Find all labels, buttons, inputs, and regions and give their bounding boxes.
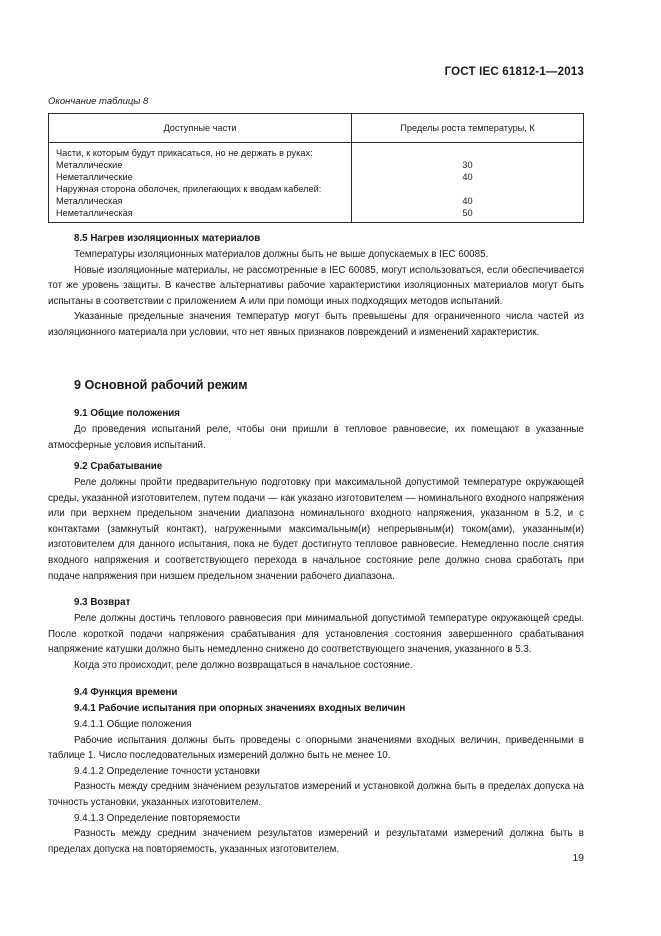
table-cell: Металлические [56,160,123,170]
table-cell: 40 [462,172,473,182]
table-cell: 50 [462,208,473,218]
section-heading: 9.4 Функция времени [74,687,178,698]
paragraph: Реле должны пройти предварительную подготовку при максимальной допустимой температуре окружающей среды, указанной изготовителем, путем подачи — как указано изготовителем — номинального входного напряжения или при верхнем предельном значении диапазона номинального входного напряжения, указанном в 5.2, и с контактами (замкнутый контакт), нагруженными максимальным(и) непрерывным(и) током(ами), указанным(и) изготовителем для данного испытания, пока не будет достигнуто тепловое равновесие. Немедленно после снятия входного напряжения и соответствующего перехода в начальное состояние реле должно снова сработать при подаче напряжения при низшем предельном значении рабочего диапазона. [48,477,584,582]
section-heading: 9.3 Возврат [74,597,131,608]
table-cell [352,183,583,195]
paragraph: Разность между средним значением результатов измерений и результатами измерений должна быть в пределах допуска на повторяемость, указанных изготовителем. [48,828,584,855]
clause-heading: 9.4.1.1 Общие положения [74,719,192,730]
table-cell: Металлическая [56,196,123,206]
section-9-2 [48,459,584,584]
section-9-1 [48,406,584,453]
table-caption: Окончание таблицы 8 [48,96,149,107]
section-heading: 9.1 Общие положения [74,408,181,419]
section-8-5 [48,231,584,341]
clause-heading: 9.4.1.2 Определение точности установки [74,765,260,777]
paragraph: До проведения испытаний реле, чтобы они пришли в тепловое равновесие, их помещают в указанные атмосферные условия испытаний. [48,424,584,451]
table-header-row [49,114,584,143]
table-header-temperature-limits: Пределы роста температуры, К [352,114,584,143]
table-cell [352,147,583,159]
section-heading: 8.5 Нагрев изоляционных материалов [74,233,261,244]
table-body-row [49,143,584,223]
table-header-accessible-parts: Доступные части [49,114,352,143]
table-8 [48,113,584,223]
paragraph: Реле должны достичь теплового равновесия при минимальной допустимой температуре окружающей среды. После короткой подачи напряжения срабатывания для установления состояния завершенного срабатывания напряжение катушки должно быть немедленно снижено до соответствующего значения, указанного в 5.3. [48,613,584,656]
table-cell: 40 [462,196,473,206]
table-cell: Части, к которым будут прикасаться, но не держать в руках: [56,148,313,158]
section-heading: 9.2 Срабатывание [74,461,163,472]
table-cell-values [352,143,584,223]
section-9-3 [48,595,584,673]
clause-heading: 9.4.1.3 Определение повторяемости [74,812,241,824]
paragraph: Температуры изоляционных материалов должны быть не выше допускаемых в IEC 60085. [74,249,489,260]
paragraph: Новые изоляционные материалы, не рассмотренные в IEC 60085, могут использоваться, если обеспечивается тот же уровень защиты. В качестве альтернативы рабочие характеристики изоляционных материалов могут быть испытаны в соответствии с приложением А или при помощи иных подходящих методов испытаний. [48,264,584,307]
table-cell: Неметаллическая [56,208,133,218]
table-cell: Наружная сторона оболочек, прилегающих к вводам кабелей: [56,184,322,194]
paragraph: Указанные предельные значения температур могут быть превышены для ограниченного числа частей из изоляционного материала при условии, что нет явных признаков повреждений и изменений характеристик. [48,311,584,338]
chapter-heading: 9 Основной рабочий режим [74,378,248,392]
page-number: 19 [572,852,584,864]
table-cell: Неметаллические [56,172,133,182]
standard-header: ГОСТ IEC 61812-1—2013 [444,66,584,78]
table-cell: 30 [462,160,473,170]
paragraph: Разность между средним значением результатов измерений и установкой должна быть в пределах допуска на точность установки, указанных изготовителем. [48,781,584,808]
paragraph: Рабочие испытания должны быть проведены с опорными значениями входных величин, приведенными в таблице 1. Число последовательных измерений должно быть не менее 10. [48,734,584,762]
paragraph: Когда это происходит, реле должно возвращаться в начальное состояние. [74,659,413,671]
subsection-heading: 9.4.1 Рабочие испытания при опорных значениях входных величин [74,703,406,714]
section-9-4 [48,685,584,857]
table-cell-parts [49,143,352,223]
